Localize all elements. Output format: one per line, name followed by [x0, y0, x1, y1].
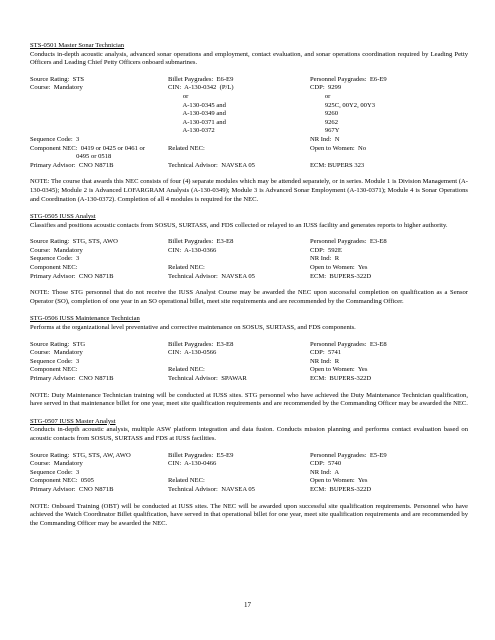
detail-cell: Billet Paygrades: E6-E9 [168, 75, 234, 83]
detail-cell: NR Ind: N [310, 135, 340, 143]
detail-cell: Billet Paygrades: E3-E8 [168, 340, 234, 348]
detail-cell [30, 93, 168, 102]
detail-cell: Course: Mandatory [30, 460, 83, 468]
detail-cell: Technical Advisor: NAVSEA 05 [168, 272, 255, 280]
detail-cell [30, 110, 168, 119]
detail-cell: NR Ind: A [310, 468, 340, 476]
section-description: Conducts in-depth acoustic analysis, advanced sonar operations and employment, contact evaluation, and sonar operations coordination required by Leading Petty Officers and Leading Chief Petty Officers onboard submarines. [30, 50, 468, 67]
detail-cell: CIN: A-130-0366 [168, 246, 217, 254]
detail-cell: CDP: 5740 [310, 460, 342, 468]
detail-cell: Technical Advisor: NAVSEA 05 [168, 485, 255, 493]
detail-cell: A-130-0372 [168, 127, 215, 135]
detail-cell: Technical Advisor: SPAWAR [168, 375, 247, 382]
section-description: Conducts in-depth acoustic analysis, multiple ASW platform integration and data fusion. Conducts mission planning and performs contact evaluation based on acoustic contacts from SOSUS, SURTASS and FDS at IUSS facilities. [30, 426, 468, 442]
detail-cell: Open to Women: No [310, 144, 367, 152]
detail-cell: CDP: 592E [310, 246, 342, 254]
detail-cell: Component NEC: [30, 264, 78, 272]
nec-section [30, 42, 468, 213]
detail-cell [310, 153, 468, 162]
detail-cell: 925C, 00Y2, 00Y3 [310, 101, 376, 109]
detail-cell: A-130-0345 and [168, 101, 226, 109]
detail-cell: Course: Mandatory [30, 84, 83, 92]
section-note: NOTE: Duty Maintenance Technician training will be conducted at IUSS sites. STG personnel who have achieved the Duty Maintenance Technician qualification, have served in that maintenance billet for one year, meet site qualification requirements and are recommended by the Commanding Officer may be awarded the NEC. [30, 391, 468, 408]
detail-cell: Personnel Paygrades: E6-E9 [310, 75, 387, 83]
detail-cell: Component NEC: 0419 or 0425 or 0461 or [30, 144, 146, 152]
detail-cell: Related NEC: [168, 366, 205, 374]
detail-cell: Open to Women: Yes [310, 477, 368, 485]
detail-cell: Personnel Paygrades: E5-E9 [310, 451, 387, 459]
detail-cell: Personnel Paygrades: E3-E8 [310, 340, 387, 348]
details-grid [30, 76, 468, 171]
detail-cell [168, 153, 310, 162]
detail-cell: Component NEC: 0505 [30, 477, 94, 485]
detail-cell: Primary Advisor: CNO N871B [30, 485, 114, 493]
section-description: Performs at the organizational level preventative and corrective maintenance on SOSUS, SURTASS, and FDS components. [30, 324, 356, 332]
detail-cell: Sequence Code: 3 [30, 135, 80, 143]
detail-cell: ECM: BUPERS-322D [310, 272, 372, 280]
detail-cell [168, 136, 310, 145]
section-title: STG-0506 IUSS Maintenance Technician [30, 315, 140, 323]
detail-cell: Component NEC: [30, 366, 78, 374]
detail-cell: Technical Advisor: NAVSEA 05 [168, 161, 255, 169]
detail-cell [30, 102, 168, 111]
detail-cell: Related NEC: [168, 144, 205, 152]
document-page [30, 42, 468, 528]
detail-cell: Primary Advisor: CNO N871B [30, 272, 114, 280]
nec-section [30, 213, 468, 315]
detail-cell: ECM: BUPERS-322D [310, 375, 372, 382]
section-note: NOTE: The course that awards this NEC consists of four (4) separate modules which may be attended separately, or in series. Module 1 is Division Management (A-130-0345); Module 2 is Advanced LOFARGRAM Analysis (A-130-0349); Module 3 is Advanced Sonar Employment (A-130-0371); Module 4 is Sonar Operations and Coordination (A-130-0372). Completion of all 4 modules is required for the NEC. [30, 178, 468, 203]
detail-cell: Sequence Code: 3 [30, 468, 80, 476]
detail-cell: Source Rating: STG, STS, AW, AWO [30, 451, 131, 459]
detail-cell: Billet Paygrades: E3-E8 [168, 238, 234, 246]
detail-cell: Primary Advisor: CNO N871B [30, 161, 114, 169]
details-grid [30, 238, 468, 281]
detail-cell: ECM: BUPERS-322D [310, 485, 372, 493]
section-title: STG-0505 IUSS Analyst [30, 213, 96, 221]
detail-cell: Course: Mandatory [30, 349, 83, 357]
detail-cell: 967Y [310, 127, 340, 135]
detail-cell: NR Ind: R [310, 255, 340, 263]
detail-cell: or [168, 92, 189, 100]
detail-cell [168, 255, 310, 264]
detail-cell: CIN: A-130-0466 [168, 460, 217, 468]
detail-cell: Source Rating: STS [30, 75, 85, 83]
detail-cell: Sequence Code: 3 [30, 255, 80, 263]
detail-cell: Sequence Code: 3 [30, 357, 80, 365]
detail-cell [30, 127, 168, 136]
details-grid [30, 341, 468, 384]
detail-cell [168, 469, 310, 478]
detail-cell: NR Ind: R [310, 357, 340, 365]
detail-cell: CIN: A-130-0566 [168, 349, 217, 357]
detail-cell [168, 358, 310, 367]
section-title: STS-0501 Master Sonar Technician [30, 42, 125, 49]
detail-cell: Personnel Paygrades: E3-E8 [310, 238, 387, 246]
detail-cell: Billet Paygrades: E5-E9 [168, 451, 234, 459]
detail-cell: 9260 [310, 110, 339, 118]
section-note: NOTE: Onboard Training (OBT) will be conducted at IUSS sites. The NEC will be awarded upon successful site qualification requirements. Personnel who have achieved the Watch Coordinator Billet qualification, have served in that operational billet for one year, meet site qualification requirements and are recommended by the Commanding Officer may be awarded the NEC. [30, 502, 468, 527]
detail-cell: CDP: 5741 [310, 349, 342, 357]
detail-cell: Open to Women: Yes [310, 366, 368, 374]
nec-section [30, 315, 468, 417]
detail-cell: A-130-0371 and [168, 118, 226, 126]
detail-cell: Related NEC: [168, 264, 205, 272]
detail-cell: Source Rating: STG, STS, AWO [30, 238, 118, 246]
detail-cell: 0495 or 0518 [30, 153, 112, 161]
detail-cell: CDP: 9299 [310, 84, 342, 92]
detail-cell: Related NEC: [168, 477, 205, 485]
section-description: Classifies and positions acoustic contacts from SOSUS, SURTASS, and FDS collected or relayed to an IUSS facility and generates reports to higher authority. [30, 221, 448, 229]
details-grid [30, 452, 468, 495]
page-number: 17 [244, 601, 251, 609]
detail-cell: Primary Advisor: CNO N871B [30, 375, 114, 382]
detail-cell: Source Rating: STG [30, 340, 86, 348]
detail-cell: Course: Mandatory [30, 246, 83, 254]
section-note: NOTE: Those STG personnel that do not receive the IUSS Analyst Course may be awarded the NEC upon successful completion on qualification as a Sensor Operator (SO), completion of one year in an SO operational billet, meet site requirements and are recommended by the Commanding Officer. [30, 289, 468, 305]
detail-cell: ECM: BUPERS 323 [310, 161, 365, 169]
detail-cell: CIN: A-130-0342 (P/L) [168, 84, 234, 92]
detail-cell: Open to Women: Yes [310, 264, 368, 272]
section-title: STG-0507 IUSS Master Analyst [30, 417, 116, 425]
detail-cell: 9262 [310, 118, 339, 126]
detail-cell [30, 119, 168, 128]
nec-section [30, 418, 468, 529]
detail-cell: A-130-0349 and [168, 110, 226, 118]
detail-cell: or [310, 92, 331, 100]
